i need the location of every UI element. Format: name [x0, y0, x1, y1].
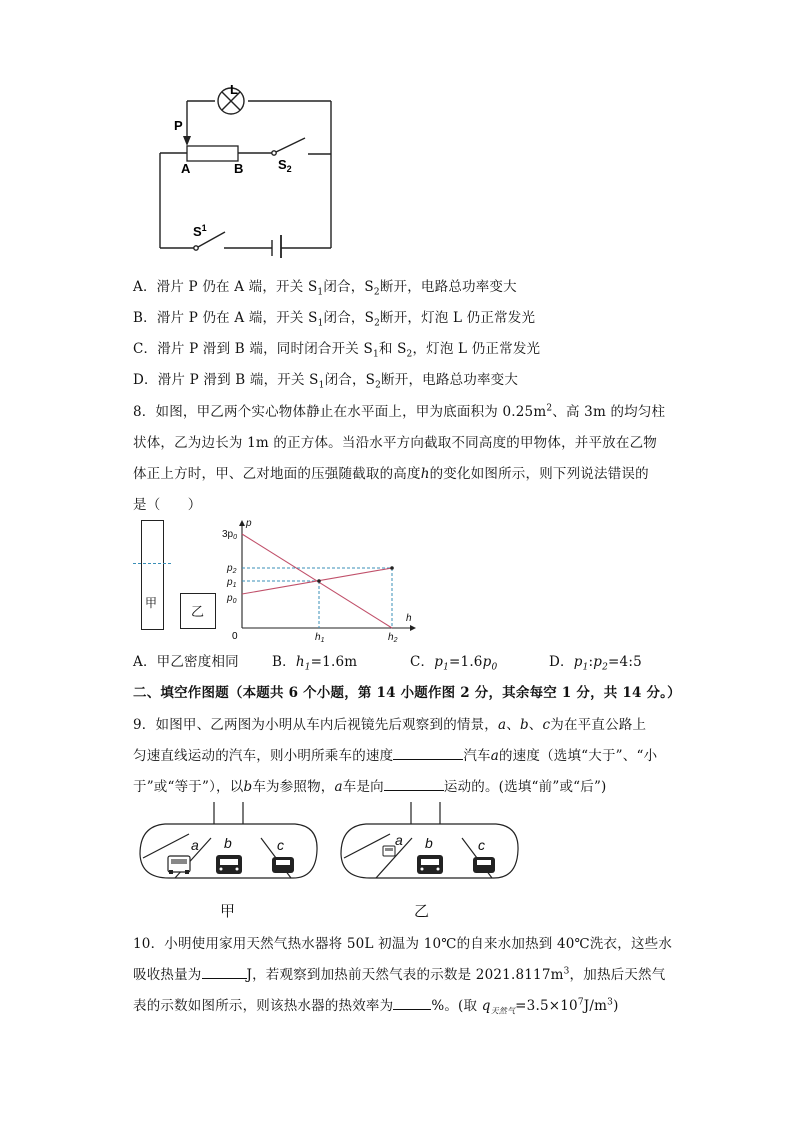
end-a-label: A	[181, 161, 191, 176]
circuit-diagram	[150, 78, 340, 258]
q8-option-c: C．$p_1=1.6p_0$	[410, 654, 498, 673]
car-c-icon	[473, 857, 495, 873]
caption-yi: 乙	[414, 902, 430, 920]
car-b-icon	[417, 855, 443, 874]
tick-h1: $h_1$	[315, 632, 325, 643]
q9-blank-2[interactable]	[384, 776, 444, 791]
label-b: b	[224, 835, 232, 851]
q8-option-b: B．$h_1=1.6m$	[272, 654, 358, 673]
label-a: a	[395, 832, 403, 848]
tick-h2: $h_2$	[388, 632, 398, 643]
q8-option-d: D．$p_1:p_2=4:5$	[549, 654, 642, 673]
q9-line-3: 于”或“等于”），以b车为参照物，a车是向 运动的。(选填“前”或“后”)	[133, 775, 607, 795]
q10-line-2: 吸收热量为 J，若观察到加热前天然气表的示数是 $2021.8117m^3$，加热后天然气	[133, 963, 665, 983]
pressure-graph	[222, 518, 422, 643]
q7-option-a: A．滑片 P 仍在 A 端，开关 $S_1$闭合，$S_2$断开，电路总功率变大	[133, 279, 517, 298]
label-a: a	[191, 837, 199, 853]
q8-line-2: 状体，乙为边长为 1m 的正方体。当沿水平方向截取不同高度的甲物体，并平放在乙物	[133, 435, 657, 451]
tick-p2: $p_2$	[227, 563, 237, 575]
mirror-jia	[135, 802, 325, 884]
q8-option-a: A．甲乙密度相同	[133, 654, 239, 670]
car-a-icon	[383, 846, 395, 856]
x-axis-label: h	[406, 613, 412, 624]
mirror-yi	[336, 802, 526, 884]
section-2-title: 二、填空作图题（本题共 6 个小题，第 14 小题作图 2 分，其余每空 1 分，共 14 分。）	[133, 685, 681, 701]
label-c: c	[478, 837, 485, 853]
q7-option-d: D．滑片 P 滑到 B 端，开关 $S_1$闭合，$S_2$断开，电路总功率变大	[133, 372, 519, 391]
tick-3p0: $3p_0$	[222, 529, 238, 541]
tick-p0: $p_0$	[227, 593, 237, 605]
tick-p1: $p_1$	[227, 577, 237, 589]
car-a-icon	[168, 856, 190, 874]
q7-option-b: B．滑片 P 仍在 A 端，开关 $S_1$闭合，$S_2$断开，灯泡 L 仍正常发光	[133, 310, 536, 329]
q10-blank-1[interactable]	[202, 964, 247, 979]
switch2-label: $S_2$	[278, 157, 292, 174]
slider-label: P	[174, 118, 183, 133]
q9-line-2: 匀速直线运动的汽车，则小明所乘车的速度 汽车a的速度（选填“大于”、“小	[133, 744, 657, 764]
switch1-label: $S^1$	[193, 223, 207, 239]
origin-label: 0	[232, 631, 238, 642]
car-b-icon	[216, 855, 242, 874]
q8-line-3: 体正上方时，甲、乙对地面的压强随截取的高度h的变化如图所示，则下列说法错误的	[133, 466, 649, 482]
q8-line-4: 是（ ）	[133, 497, 202, 513]
q7-option-c: C．滑片 P 滑到 B 端，同时闭合开关 $S_1$和 $S_2$，灯泡 L 仍正常发光	[133, 341, 541, 360]
y-axis-label: p	[246, 518, 252, 529]
label-b: b	[425, 835, 433, 851]
object-jia	[141, 520, 164, 630]
car-c-icon	[272, 857, 294, 873]
end-b-label: B	[234, 161, 244, 176]
cut-dashed-line	[133, 563, 171, 564]
caption-jia: 甲	[220, 902, 236, 920]
object-jia-label: 甲	[145, 596, 158, 610]
q9-line-1: 9．如图甲、乙两图为小明从车内后视镜先后观察到的情景，a、b、c为在平直公路上	[133, 717, 647, 733]
q8-line-1: 8．如图，甲乙两个实心物体静止在水平面上，甲为底面积为 $0.25m^2$、高 3m 的均匀柱	[133, 403, 666, 420]
object-yi-label: 乙	[191, 605, 205, 620]
q10-line-1: 10．小明使用家用天然气热水器将 50L 初温为 10℃的自来水加热到 40℃洗衣，这些水	[133, 936, 673, 952]
q9-blank-1[interactable]	[393, 745, 463, 760]
label-c: c	[277, 837, 284, 853]
lamp-label: L	[230, 82, 238, 97]
q10-blank-2[interactable]	[393, 995, 431, 1010]
q10-line-3: 表的示数如图所示，则该热水器的热效率为 %。(取 $q_{天然气}=3.5\times 10^7J/m^3$)	[133, 994, 619, 1017]
